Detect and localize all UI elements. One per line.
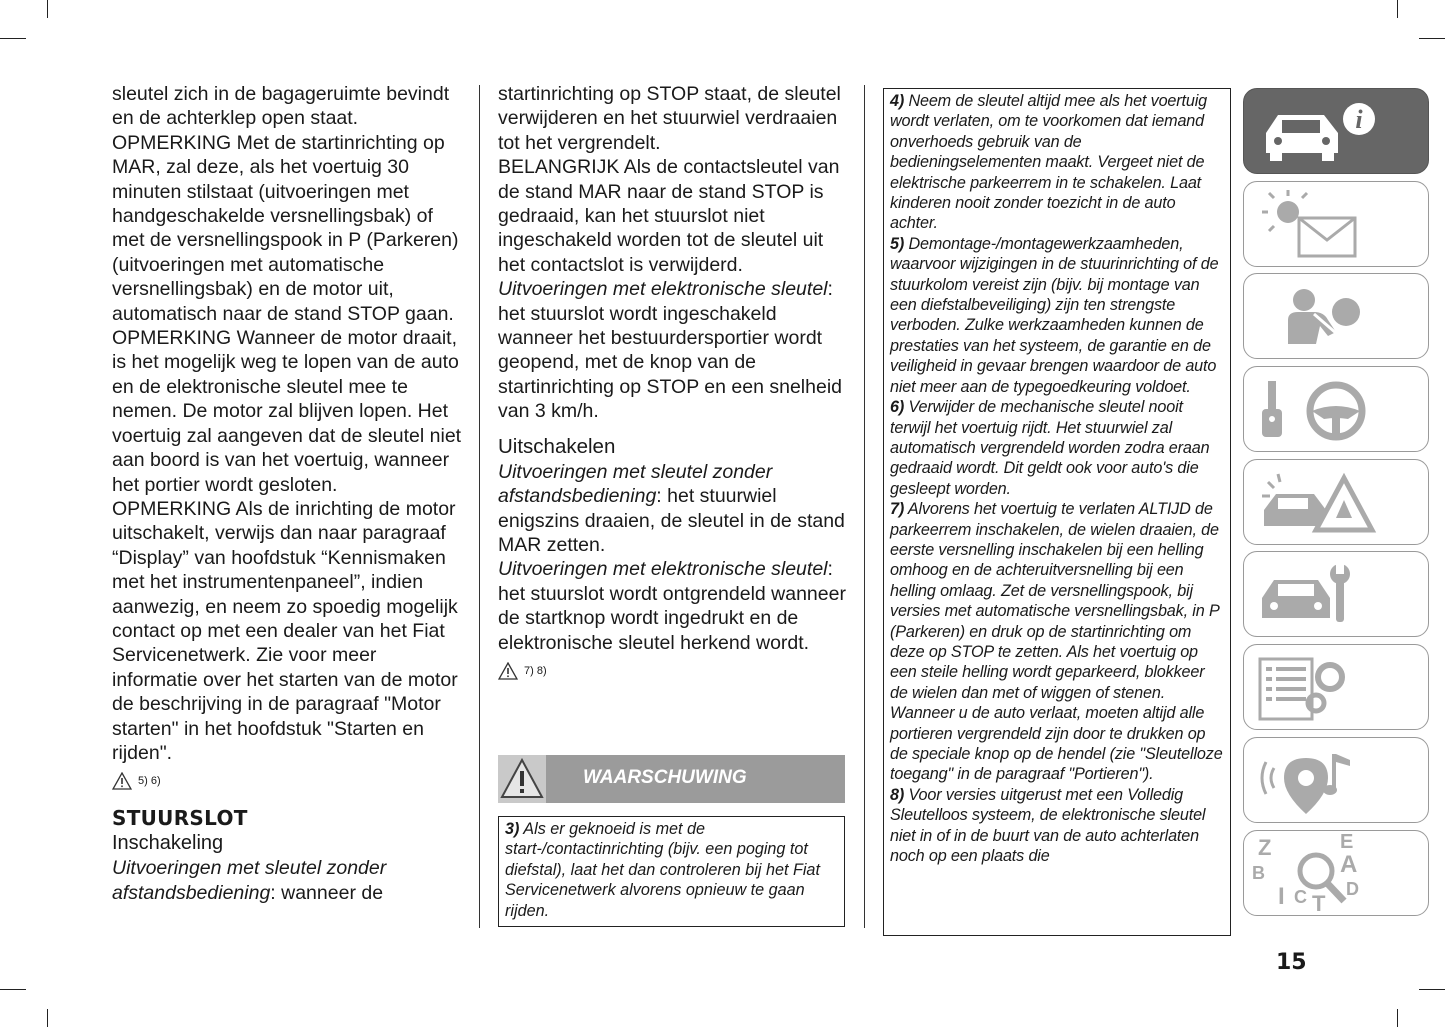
index-letter: D xyxy=(1346,879,1359,899)
tab-safety[interactable] xyxy=(1243,273,1429,359)
note xyxy=(890,499,1224,785)
car-maintenance-icon xyxy=(1244,552,1430,638)
text-column-1 xyxy=(112,82,464,905)
note xyxy=(890,785,1224,867)
index-letter: A xyxy=(1340,851,1358,878)
index-letter: T xyxy=(1312,891,1326,916)
warning-reference xyxy=(112,769,464,793)
note-number: 3) xyxy=(505,820,520,838)
paragraph: OPMERKING Met de startinrichting op MAR, zal deze, als het voertuig 30 minuten stilstaat (uitvoeringen met handgeschakelde versnellingsbak) of met de versnellingspook in P (Parkeren) (uitvoeringen met automatische versnellingsbak) en de motor uit, automatisch naar de stand STOP gaan. xyxy=(112,131,459,325)
paragraph: startinrichting op STOP staat, de sleutel verwijderen en het stuurwiel verdraaien tot het vergrendelt. xyxy=(498,83,841,154)
italic-lead: Uitvoeringen met elektronische sleutel xyxy=(498,558,828,581)
tab-warning-lights[interactable] xyxy=(1243,181,1429,267)
paragraph-text: : het stuurslot wordt ingeschakeld wanneer het bestuurdersportier wordt geopend, met de knop van de startinrichting op STOP en een snelheid van 3 km/h. xyxy=(498,278,842,423)
reference-numbers: 5) 6) xyxy=(138,775,161,788)
warning-reference xyxy=(498,659,850,683)
key-steering-icon xyxy=(1244,367,1430,453)
italic-lead: Uitvoeringen met sleutel zonder afstandsbediening xyxy=(112,857,387,904)
italic-lead: Uitvoeringen met elektronische sleutel xyxy=(498,278,828,301)
note-number: 4) xyxy=(890,92,905,110)
car-info-icon xyxy=(1244,89,1430,175)
note-text: Alvorens het voertuig te verlaten ALTIJD de parkeerrem inschakelen, de wielen draaien, de eerste versnelling inschakelen bij een helling omhoog en de achteruitversnelling bij een helling omlaag. Zet de versnellingspook, bij versies met automatische versnellingsbak, in P (Parkeren) en druk op de startinrichting om deze op STOP te zetten. Als het voertuig op een steile helling wordt geparkeerd, blokkeer de wielen dan met of wiggen of stenen. Wanneer u de auto verlaat, moeten altijd alle portieren vergrendeld zijn door te drukken op de speciale knop op de hendel (zie "Sleutelloze toegang" in de paragraaf "Portieren"). xyxy=(890,500,1223,784)
note-number: 7) xyxy=(890,500,905,519)
warning-icon-panel xyxy=(498,755,546,803)
index-letter: Z xyxy=(1258,835,1272,860)
paragraph: sleutel zich in de bagageruimte bevindt en de achterklep open staat. xyxy=(112,83,450,130)
technical-data-icon xyxy=(1244,645,1430,731)
note-text: Neem de sleutel altijd mee als het voertuig wordt verlaten, om te voorkomen dat iemand onverhoeds gebruik van de bedieningselementen maakt. Vergeet niet de elektrische parkeerrem in te schakelen. Laat kinderen nooit zonder toezicht in de auto achter. xyxy=(890,92,1208,233)
safety-airbag-icon xyxy=(1244,274,1430,360)
note-text: Verwijder de mechanische sleutel nooit terwijl het voertuig rijdt. Het stuurwiel zal automatisch vergrendeld worden zodra eraan gedraaid wordt. Dit geldt ook voor auto's die gesleept worden. xyxy=(890,398,1210,498)
notes-box xyxy=(883,88,1231,936)
column-divider xyxy=(864,85,865,928)
crop-mark xyxy=(1397,0,1398,18)
multimedia-icon xyxy=(1244,738,1430,824)
note xyxy=(890,91,1224,234)
note-number: 8) xyxy=(890,785,905,804)
crop-mark xyxy=(47,1009,48,1027)
tab-car-info[interactable] xyxy=(1243,88,1429,174)
note-text: Demontage-/montagewerkzaamheden, waarvoor wijzigingen in de stuurinrichting of de stuurkolom vereist zijn (bijv. bij montage van een diefstalbeveiliging) zijn ten strengste verboden. Zulke werkzaamheden kunnen de prestaties van het systeem, de garantie en de veiligheid in gevaar brengen waardoor de auto niet meer aan de typegoedkeuring voldoet. xyxy=(890,234,1219,396)
paragraph: BELANGRIJK Als de contactsleutel van de stand MAR naar de stand STOP is gedraaid, kan het stuurslot niet ingeschakeld worden tot de sleutel uit het contactslot is verwijderd. xyxy=(498,156,840,276)
text-column-2 xyxy=(498,82,850,683)
crop-mark xyxy=(1419,38,1445,39)
tab-emergency[interactable] xyxy=(1243,459,1429,545)
note xyxy=(890,397,1224,499)
paragraph-text: : het stuurwiel enigszins draaien, de sleutel in de stand MAR zetten. xyxy=(498,485,845,556)
tab-multimedia[interactable] xyxy=(1243,737,1429,823)
subsection-title: Inschakeling xyxy=(112,832,224,855)
warning-triangle-icon xyxy=(112,772,132,790)
warning-triangle-icon xyxy=(498,755,546,803)
warning-triangle-icon xyxy=(498,662,518,680)
warning-header xyxy=(498,755,845,803)
crop-mark xyxy=(1419,989,1445,990)
crop-mark xyxy=(0,38,26,39)
alphabetical-index-icon xyxy=(1244,831,1430,917)
note-text: Als er geknoeid is met de start-/contactinrichting (bijv. een poging tot diefstal), laat het dan controleren bij het Fiat Servicenetwerk alvorens opnieuw te gaan rijden. xyxy=(505,820,820,920)
section-title: STUURSLOT xyxy=(112,806,248,831)
column-divider xyxy=(479,85,480,928)
tab-technical-data[interactable] xyxy=(1243,644,1429,730)
italic-lead: Uitvoeringen met sleutel zonder afstandsbediening xyxy=(498,460,773,508)
paragraph: OPMERKING Wanneer de motor draait, is het mogelijk weg te lopen van de auto en de elektronische sleutel mee te nemen. De motor zal blijven lopen. Het voertuig zal aangeven dat de sleutel niet aan boord is van het voertuig, wanneer het portier wordt gesloten. xyxy=(112,327,462,496)
note xyxy=(890,234,1224,397)
index-letter: E xyxy=(1340,831,1354,853)
tab-starting-driving[interactable] xyxy=(1243,366,1429,452)
index-letter: B xyxy=(1252,863,1265,883)
crop-mark xyxy=(47,0,48,18)
page-number: 15 xyxy=(1276,950,1307,975)
warning-lights-icon xyxy=(1244,182,1430,268)
crop-mark xyxy=(1397,1009,1398,1027)
index-letter: C xyxy=(1294,887,1307,907)
svg-text:i: i xyxy=(1355,105,1363,134)
crop-mark xyxy=(0,989,26,990)
warning-note-box xyxy=(498,816,845,927)
note-number: 5) xyxy=(890,234,905,253)
paragraph: OPMERKING Als de inrichting de motor uitschakelt, verwijs dan naar paragraaf “Display” van hoofdstuk “Kennismaken met het instrumentenpaneel”, indien aanwezig, en neem zo spoedig mogelijk contact op met een dealer van het Fiat Servicenetwerk. Zie voor meer informatie over het starten van de motor de beschrijving in de paragraaf "Motor starten" in het hoofdstuk "Starten en rijden". xyxy=(112,497,458,764)
index-letter: I xyxy=(1278,883,1285,910)
reference-numbers: 7) 8) xyxy=(524,664,547,677)
tab-maintenance[interactable] xyxy=(1243,551,1429,637)
note-number: 6) xyxy=(890,398,905,417)
note-text: Voor versies uitgerust met een Volledig Sleutelloos systeem, de elektronische sleutel niet in of in de buurt van de auto achterlaten noch op een plaats die xyxy=(890,785,1206,866)
emergency-icon xyxy=(1244,460,1430,546)
paragraph-text: : het stuurslot wordt ontgrendeld wanneer de startknop wordt ingedrukt en de elektronische sleutel herkend wordt. xyxy=(498,558,846,654)
subsection-title: Uitschakelen xyxy=(498,434,616,458)
tab-alphabetical-index[interactable] xyxy=(1243,830,1429,916)
paragraph-text: : wanneer de xyxy=(270,881,384,904)
warning-title: WAARSCHUWING xyxy=(583,767,747,788)
